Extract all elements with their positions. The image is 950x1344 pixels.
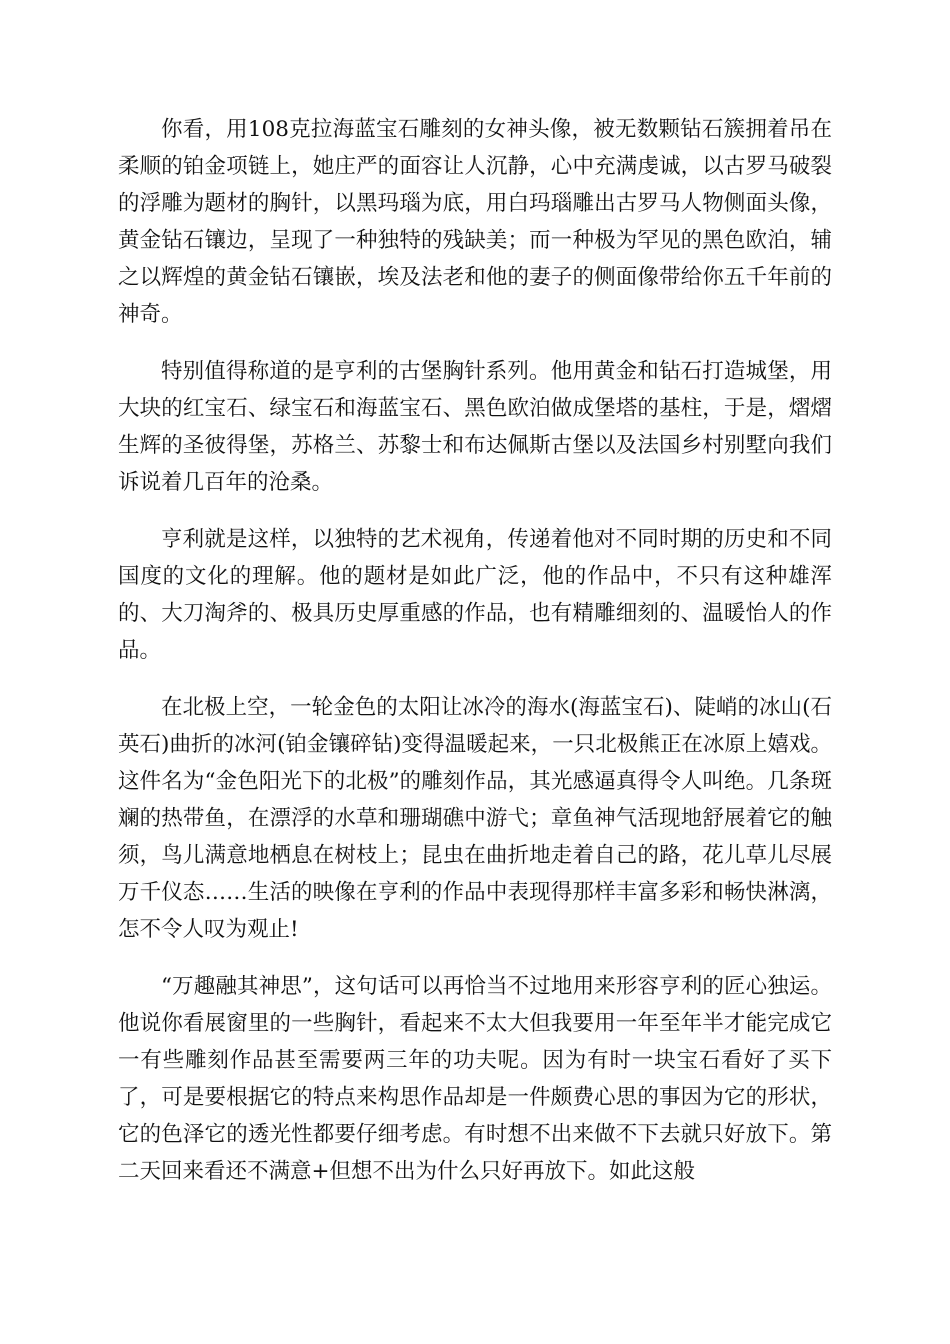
paragraph-2: 特别值得称道的是亨利的古堡胸针系列。他用黄金和钻石打造城堡，用大块的红宝石、绿宝石和海蓝宝石、黑色欧泊做成堡塔的基柱，于是，熠熠生辉的圣彼得堡，苏格兰、苏黎士和布达佩斯古堡以及法国乡村别墅向我们诉说着几百年的沧桑。 xyxy=(118,359,832,495)
paragraph-4: 在北极上空，一轮金色的太阳让冰冷的海水(海蓝宝石)、陡峭的冰山(石英石)曲折的冰河(铂金镶碎钻)变得温暖起来，一只北极熊正在冰原上嬉戏。这件名为“金色阳光下的北极”的雕刻作品，其光感逼真得令人叫绝。几条斑斓的热带鱼，在漂浮的水草和珊瑚礁中游弋；章鱼神气活现地舒展着它的触须，鸟儿满意地栖息在树枝上；昆虫在曲折地走着自己的路，花儿草儿尽展万千仪态……生活的映像在亨利的作品中表现得那样丰富多彩和畅快淋漓，怎不令人叹为观止! xyxy=(118,695,832,942)
paragraph-3: 亨利就是这样，以独特的艺术视角，传递着他对不同时期的历史和不同国度的文化的理解。他的题材是如此广泛，他的作品中，不只有这种雄浑的、大刀淘斧的、极具历史厚重感的作品，也有精雕细刻的、温暖怡人的作品。 xyxy=(118,527,832,663)
paragraph-5: “万趣融其神思”，这句话可以再恰当不过地用来形容亨利的匠心独运。他说你看展窗里的一些胸针，看起来不太大但我要用一年至年半才能完成它一有些雕刻作品甚至需要两三年的功夫呢。因为有时一块宝石看好了买下了，可是要根据它的特点来构思作品却是一件颇费心思的事因为它的形状，它的色泽它的透光性都要仔细考虑。有时想不出来做不下去就只好放下。第二天回来看还不满意+但想不出为什么只好再放下。如此这般 xyxy=(118,974,832,1184)
paragraph-1: 你看，用108克拉海蓝宝石雕刻的女神头像，被无数颗钻石簇拥着吊在柔顺的铂金项链上，她庄严的面容让人沉静，心中充满虔诚，以古罗马破裂的浮雕为题材的胸针，以黑玛瑙为底，用白玛瑙雕出古罗马人物侧面头像，黄金钻石镶边，呈现了一种独特的残缺美；而一种极为罕见的黑色欧泊，辅之以辉煌的黄金钻石镶嵌，埃及法老和他的妻子的侧面像带给你五千年前的神奇。 xyxy=(118,117,832,327)
document-page xyxy=(118,111,832,1210)
